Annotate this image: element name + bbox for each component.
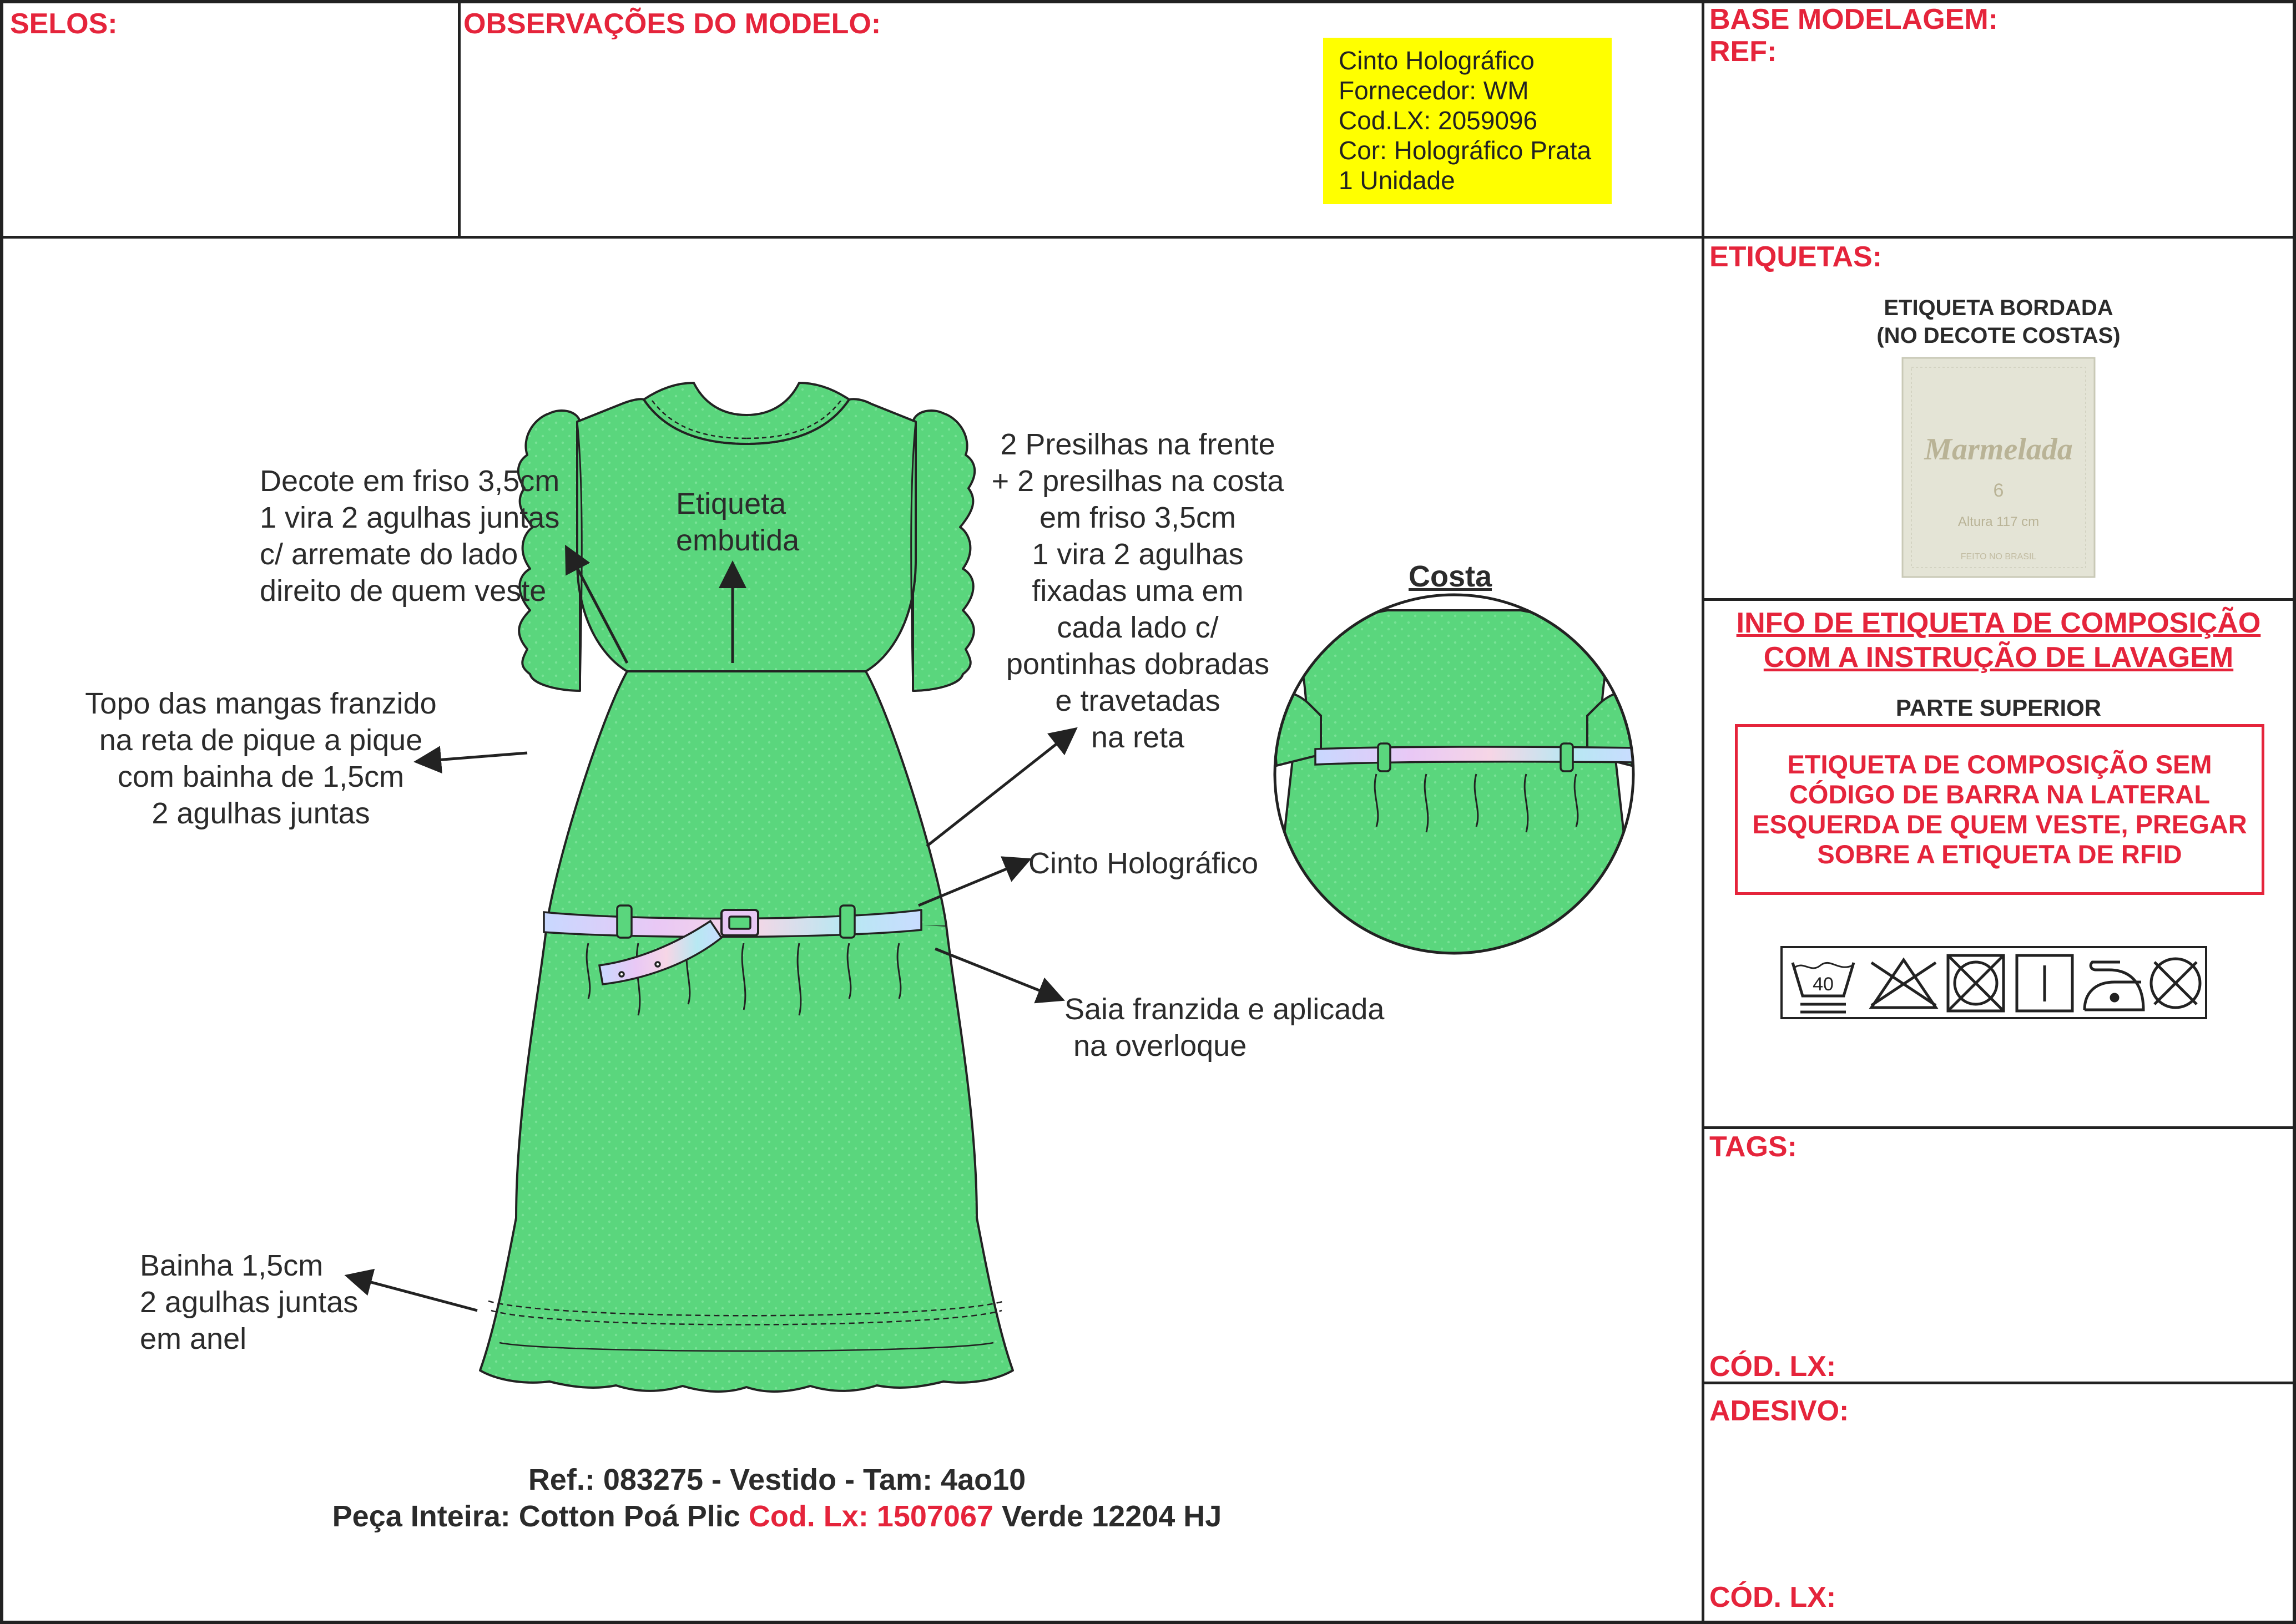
parte-superior-label: PARTE SUPERIOR (1895, 695, 2102, 721)
tags-label: TAGS: (1709, 1131, 1797, 1163)
note-line: em anel (140, 1322, 247, 1355)
note-line: 1 Unidade (1339, 166, 1455, 195)
instruction-line: ESQUERDA DE QUEM VESTE, PREGAR (1752, 810, 2247, 839)
skirt-body (480, 922, 1013, 1392)
decote-note (260, 463, 559, 609)
note-line: e travetadas (1055, 684, 1220, 717)
cod-lx-label: CÓD. LX: (1709, 1350, 1836, 1383)
iron-low-icon (2085, 962, 2143, 1010)
note-line: Saia franzida e aplicada (1064, 993, 1385, 1026)
fabric-code: Cod. Lx: 1507067 (748, 1500, 994, 1533)
label-height: Altura 117 cm (1957, 514, 2040, 529)
note-line: Topo das mangas franzido (85, 687, 437, 720)
mangas-note (55, 685, 466, 832)
base-modelagem-label: BASE MODELAGEM: (1709, 3, 1998, 36)
note-line: Decote em friso 3,5cm (260, 464, 560, 498)
do-not-tumble-dry-icon (1948, 955, 2004, 1011)
note-line: 2 agulhas juntas (152, 797, 370, 830)
fabric-color: Verde 12204 HJ (993, 1500, 1222, 1533)
etiquetas-label: ETIQUETAS: (1709, 241, 1883, 273)
title-line: ETIQUETA BORDADA (1884, 296, 2113, 320)
note-line: Cinto Holográfico (1339, 46, 1535, 75)
note-line: fixadas uma em (1032, 574, 1244, 608)
care-symbols (1782, 947, 2206, 1018)
note-line: na reta (1091, 721, 1185, 754)
cinto-note: Cinto Holográfico (1028, 847, 1259, 880)
note-line: 1 vira 2 agulhas (1032, 538, 1244, 571)
adesivo-label: ADESIVO: (1709, 1395, 1849, 1427)
note-line: Bainha 1,5cm (140, 1249, 324, 1282)
label-brand: Marmelada (1924, 432, 2073, 467)
title-line: (NO DECOTE COSTAS) (1876, 323, 2121, 348)
wash-40-icon (1793, 963, 1854, 1012)
note-line: na overloque (1073, 1029, 1247, 1063)
label-origin: FEITO NO BRASIL (1960, 552, 2037, 561)
note-line: 2 agulhas juntas (140, 1286, 359, 1319)
note-line: em friso 3,5cm (1039, 501, 1237, 534)
note-line: com bainha de 1,5cm (117, 760, 405, 793)
instruction-line: SOBRE A ETIQUETA DE RFID (1817, 839, 2182, 869)
do-not-dry-clean-icon (2151, 959, 2200, 1008)
fabric-line (0, 1498, 1554, 1535)
note-line: Fornecedor: WM (1339, 76, 1529, 105)
note-line: Etiqueta (676, 487, 786, 520)
note-line: na reta de pique a pique (99, 724, 423, 757)
note-line: 2 Presilhas na frente (1000, 428, 1275, 461)
note-line: c/ arremate do lado (260, 538, 518, 571)
note-line: 1 vira 2 agulhas juntas (260, 501, 560, 534)
fabric-prefix: Peça Inteira: Cotton Poá Plic (332, 1500, 749, 1533)
reference-line: Ref.: 083275 - Vestido - Tam: 4ao10 (528, 1463, 1026, 1496)
costa-label: Costa (1409, 560, 1492, 593)
wash-temp: 40 (1813, 974, 1834, 995)
waist-seam (547, 671, 946, 925)
cod-lx-label-2: CÓD. LX: (1709, 1581, 1836, 1613)
back-view-detail (1271, 594, 1637, 960)
note-line: Cor: Holográfico Prata (1339, 136, 1592, 165)
selos-label: SELOS: (10, 8, 118, 40)
woven-label-image (1903, 358, 2095, 577)
title-line: INFO DE ETIQUETA DE COMPOSIÇÃO (1736, 607, 2261, 639)
do-not-bleach-icon (1871, 960, 1936, 1008)
saia-note (1064, 991, 1384, 1064)
label-size: 6 (1993, 480, 2004, 501)
instruction-line: ETIQUETA DE COMPOSIÇÃO SEM (1787, 750, 2212, 779)
title-line: COM A INSTRUÇÃO DE LAVAGEM (1763, 641, 2234, 674)
etiqueta-bordada-title (1704, 294, 2293, 350)
observacoes-label: OBSERVAÇÕES DO MODELO: (463, 8, 881, 40)
line-dry-icon (2017, 955, 2072, 1011)
note-line: + 2 presilhas na costa (991, 464, 1284, 498)
belt-loop-left (617, 905, 632, 938)
etiqueta-note (676, 485, 799, 559)
note-line: Cod.LX: 2059096 (1339, 106, 1538, 135)
right-sleeve (913, 411, 975, 691)
composition-instructions (1735, 724, 2264, 895)
note-line: direito de quem veste (260, 574, 547, 608)
info-composicao-title (1704, 606, 2293, 675)
note-line: embutida (676, 524, 800, 557)
belt-loop-right (840, 905, 855, 938)
instruction-line: CÓDIGO DE BARRA NA LATERAL (1789, 780, 2211, 809)
presilhas-note (971, 426, 1304, 756)
note-line: pontinhas dobradas (1006, 647, 1270, 681)
ref-label: REF: (1709, 36, 1777, 68)
bainha-note (140, 1247, 358, 1357)
note-line: cada lado c/ (1057, 611, 1219, 644)
